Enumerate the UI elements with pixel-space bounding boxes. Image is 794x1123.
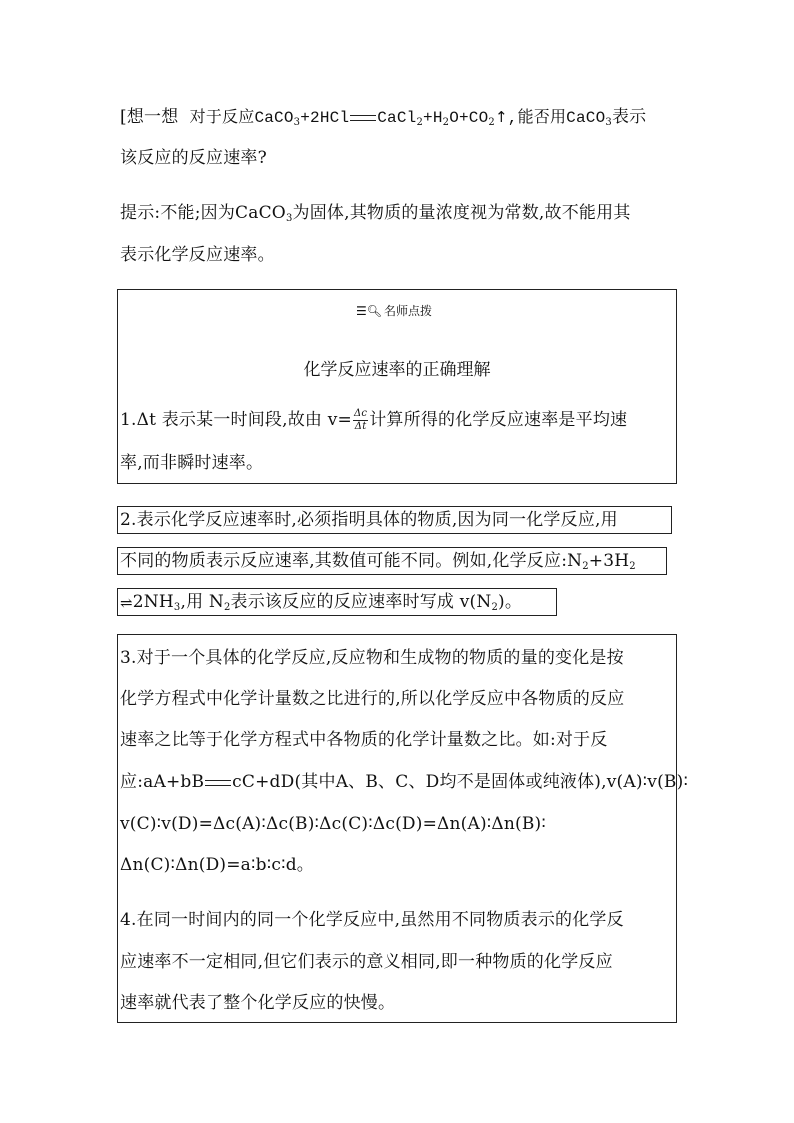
point2-text: 表示该反应的反应速率时写成 v(N: [230, 592, 492, 612]
point2-text: 不同的物质表示反应速率,其数值可能不同。例如,化学反应:N: [120, 551, 583, 571]
point3-text: cC+dD(其中A、B、C、D均不是固体或纯液体),v(A)∶v(B)∶: [232, 772, 689, 792]
sub: 2: [582, 561, 589, 572]
think-q-text: O+CO: [449, 109, 489, 127]
point3-line-4: [120, 771, 688, 793]
think-q-text: ,能否用CaCO: [507, 109, 606, 127]
fraction-denominator: Δt: [354, 421, 367, 432]
point2-text: )。: [498, 592, 523, 612]
think-q-text: 表示: [611, 107, 647, 127]
point2-text: ,用 N: [180, 592, 224, 612]
magnifier-book-icon: ☰🔍︎: [356, 303, 382, 318]
think-q-text: 对于反应CaCO: [189, 109, 294, 127]
sub: 3: [605, 117, 612, 128]
think-q-text: +H: [423, 109, 443, 127]
point3-line-3: 速率之比等于化学方程式中各物质的化学计量数之比。如:对于反: [120, 730, 608, 750]
point2-text: +3H: [588, 551, 630, 571]
sub: 3: [293, 117, 301, 128]
point3-line-5: v(C)∶v(D)=Δc(A)∶Δc(B)∶Δc(C)∶Δc(D)=Δn(A)∶Δn(B)∶: [120, 814, 547, 834]
card-point-1-line-2: 率,而非瞬时速率。: [120, 453, 264, 473]
point2-text: 2NH: [132, 592, 174, 612]
think-q-text: CaCl: [377, 109, 417, 127]
point3-line-1: 3.对于一个具体的化学反应,反应物和生成物的物质的量的变化是按: [120, 648, 624, 668]
sub: 2: [223, 602, 231, 613]
think-label: [想一想: [120, 107, 179, 127]
sub: 2: [442, 117, 450, 128]
point2-line-3: [120, 591, 522, 614]
card-title: 化学反应速率的正确理解: [303, 360, 491, 380]
fraction: [353, 408, 368, 433]
point2-line-2: [120, 550, 636, 572]
hint-text: 为固体,其物质的量浓度视为常数,故不能用其: [292, 203, 631, 223]
hint-line-1: [120, 202, 631, 224]
sub: 2: [629, 561, 636, 572]
point3-text: 应:aA+bB: [120, 772, 205, 792]
point4-line-3: 速率就代表了整个化学反应的快慢。: [120, 993, 396, 1013]
point3-line-6: Δn(C)∶Δn(D)=a∶b∶c∶d。: [120, 855, 314, 875]
card-point-1-line-1: [120, 408, 627, 433]
sub: 3: [173, 602, 181, 613]
card-text: 1.Δt 表示某一时间段,故由 v=: [120, 410, 352, 430]
sub: 2: [488, 117, 495, 128]
point2-line-1: 2.表示化学反应速率时,必须指明具体的物质,因为同一化学反应,用: [120, 510, 618, 530]
think-question-line-2: 该反应的反应速率?: [120, 148, 267, 168]
equals-sign: [205, 780, 231, 786]
think-question-line-1: [120, 106, 646, 129]
sub: 2: [491, 602, 498, 613]
hint-text: 提示:不能;因为CaCO: [120, 203, 286, 223]
badge-text: 名师点拨: [384, 304, 433, 318]
hint-line-2: 表示化学反应速率。: [120, 245, 275, 265]
card-text: 计算所得的化学反应速率是平均速: [369, 410, 628, 430]
sub: 2: [416, 117, 424, 128]
gas-arrow-icon: ↑: [494, 108, 508, 126]
sub: 3: [285, 213, 293, 224]
equals-sign: [350, 115, 376, 121]
reversible-arrow-icon: ⇌: [120, 593, 133, 612]
fraction-numerator: Δc: [354, 408, 368, 419]
think-q-text: +2HCl: [300, 109, 350, 127]
point4-line-2: 应速率不一定相同,但它们表示的意义相同,即一种物质的化学反应: [120, 952, 613, 972]
teacher-tip-badge: [356, 302, 432, 319]
point4-line-1: 4.在同一时间内的同一个化学反应中,虽然用不同物质表示的化学反: [120, 910, 624, 930]
point3-line-2: 化学方程式中化学计量数之比进行的,所以化学反应中各物质的反应: [120, 689, 625, 709]
